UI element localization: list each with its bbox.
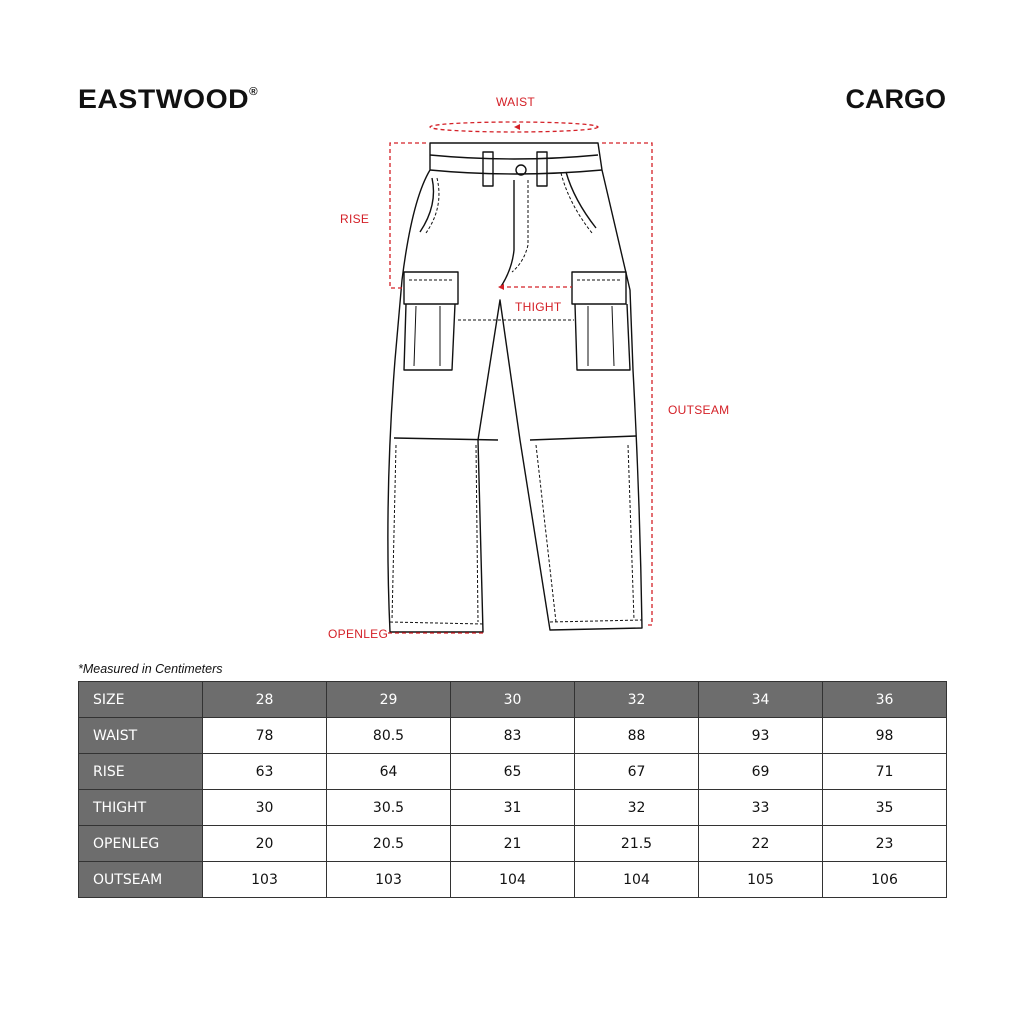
table-cell: 20 [203, 826, 327, 862]
right-cargo-flap [572, 272, 626, 304]
table-cell: 67 [575, 754, 699, 790]
table-cell: 64 [327, 754, 451, 790]
registered-mark: ® [249, 86, 259, 98]
left-cargo-flap [404, 272, 458, 304]
table-cell: 63 [203, 754, 327, 790]
table-cell: 104 [575, 862, 699, 898]
table-row [79, 862, 947, 898]
table-cell: 30.5 [327, 790, 451, 826]
table-cell: 30 [203, 790, 327, 826]
outseam-label: OUTSEAM [668, 403, 730, 417]
table-cell: 23 [823, 826, 947, 862]
table-header-row [79, 682, 947, 718]
table-cell: 88 [575, 718, 699, 754]
table-cell: 103 [327, 862, 451, 898]
waistband [430, 155, 598, 159]
brand-name: EASTWOOD [78, 84, 250, 114]
table-cell: 32 [575, 790, 699, 826]
table-cell: 65 [451, 754, 575, 790]
brand-logo [78, 84, 258, 115]
right-cargo-pocket [575, 304, 630, 370]
table-cell: 69 [699, 754, 823, 790]
rise-label: RISE [340, 212, 370, 226]
table-row [79, 790, 947, 826]
table-cell: 31 [451, 790, 575, 826]
size-column-header: 36 [823, 682, 947, 718]
size-chart-table [78, 681, 947, 898]
product-title: CARGO [845, 84, 946, 114]
table-row [79, 718, 947, 754]
table-cell: 103 [203, 862, 327, 898]
left-cargo-pocket [404, 304, 455, 370]
table-cell: 93 [699, 718, 823, 754]
table-cell: 106 [823, 862, 947, 898]
pants-outline [388, 143, 642, 632]
table-cell: 35 [823, 790, 947, 826]
table-row [79, 754, 947, 790]
table-cell: 33 [699, 790, 823, 826]
table-cell: 80.5 [327, 718, 451, 754]
table-row [79, 826, 947, 862]
table-cell: 21.5 [575, 826, 699, 862]
waist-label: WAIST [496, 95, 536, 109]
row-label: WAIST [79, 718, 203, 754]
row-label: OUTSEAM [79, 862, 203, 898]
size-column-header: 29 [327, 682, 451, 718]
openleg-label: OPENLEG [328, 627, 389, 641]
row-label: OPENLEG [79, 826, 203, 862]
cargo-pants-diagram [300, 88, 740, 648]
size-column-header: 28 [203, 682, 327, 718]
table-cell: 21 [451, 826, 575, 862]
outseam-measure-line [602, 143, 652, 625]
table-cell: 78 [203, 718, 327, 754]
size-header: SIZE [79, 682, 203, 718]
row-label: THIGHT [79, 790, 203, 826]
row-label: RISE [79, 754, 203, 790]
measurement-note: *Measured in Centimeters [78, 662, 223, 676]
table-cell: 104 [451, 862, 575, 898]
size-column-header: 34 [699, 682, 823, 718]
table-cell: 83 [451, 718, 575, 754]
rise-measure-line [390, 143, 426, 288]
thight-label: THIGHT [515, 300, 562, 314]
size-column-header: 32 [575, 682, 699, 718]
table-cell: 22 [699, 826, 823, 862]
table-cell: 98 [823, 718, 947, 754]
table-cell: 105 [699, 862, 823, 898]
right-pocket [566, 172, 596, 228]
table-cell: 20.5 [327, 826, 451, 862]
table-cell: 71 [823, 754, 947, 790]
size-column-header: 30 [451, 682, 575, 718]
